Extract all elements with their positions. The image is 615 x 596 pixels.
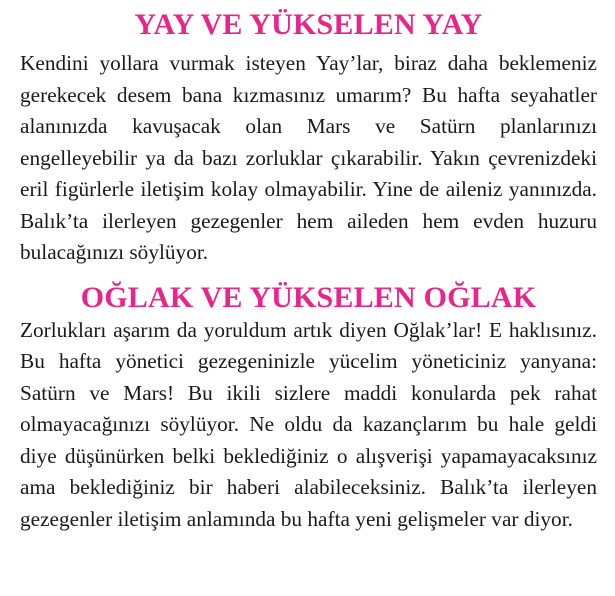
section-title-yay: YAY VE YÜKSELEN YAY — [134, 8, 483, 41]
section-title-oglak: OĞLAK VE YÜKSELEN OĞLAK — [80, 280, 537, 314]
section-body-oglak: Zorlukları aşarım da yoruldum artık diyen Oğlak’lar! E haklısınız. Bu hafta yönetici gezegeninizle yücelim yöneticiniz yanyana: Satürn ve Mars! Bu ikili sizlere maddi konularda pek rahat olmayacağınızı söylüyor. Ne oldu da kazançlarım bu hale geldi diye düşünürken belki beklediğiniz o alışverişi yapamayacaksınız ama beklediğiniz bir haberi alabileceksiniz. Balık’ta ilerleyen gezegenler iletişim anlamında bu hafta yeni gelişmeler var diyor. — [20, 317, 597, 531]
section-body-yay: Kendini yollara vurmak isteyen Yay’lar, biraz daha beklemeniz gerekecek desem bana kızmasınız umarım? Bu hafta seyahatler alanınızda kavuşacak olan Mars ve Satürn planlarınızı engelleyebilir ya da bazı zorluklar çıkarabilir. Yakın çevrenizdeki eril figürlerle iletişim kolay olmayabilir. Yine de aileniz yanınızda. Balık’ta ilerleyen gezegenler hem aileden hem evden huzuru bulacağınızı söylüyor. — [20, 51, 597, 264]
